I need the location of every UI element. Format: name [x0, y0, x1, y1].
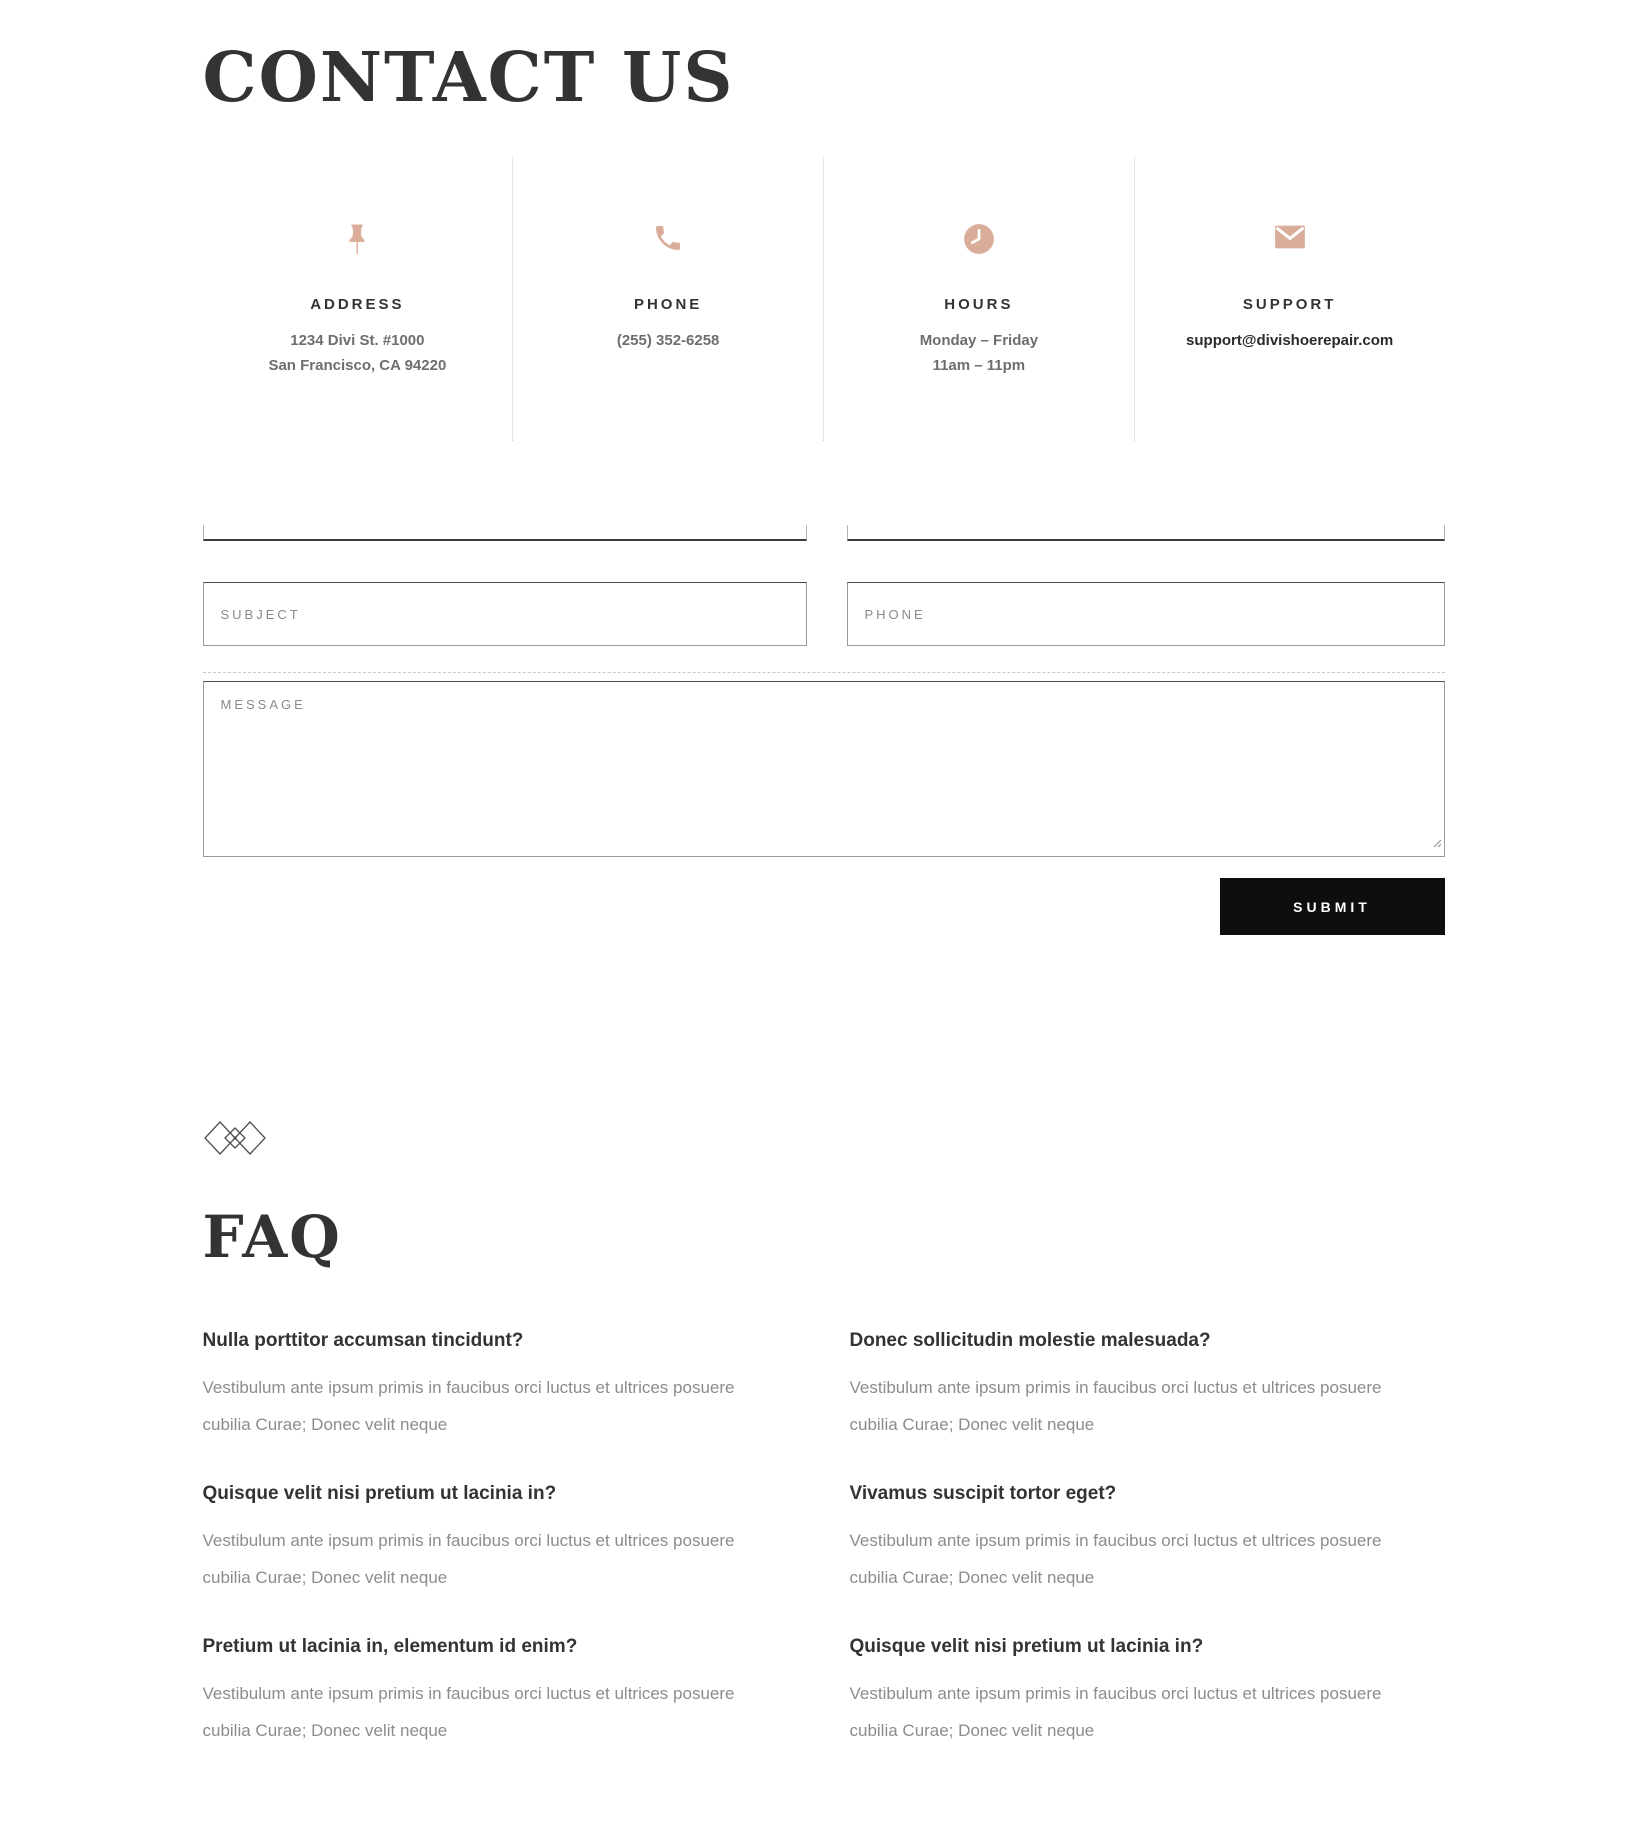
- faq-item: [850, 1330, 1445, 1443]
- clock-icon: [824, 222, 1134, 258]
- info-column-address: [203, 156, 513, 441]
- faq-question: Vivamus suscipit tortor eget?: [849, 1483, 1117, 1504]
- support-email[interactable]: support@divishoerepair.com: [1186, 332, 1394, 349]
- subject-input[interactable]: [203, 582, 807, 646]
- submit-row: [203, 878, 1445, 935]
- faq-question: Pretium ut lacinia in, elementum id enim?: [202, 1636, 578, 1657]
- info-text: (255) 352-6258: [616, 332, 720, 349]
- message-textarea[interactable]: [203, 681, 1445, 857]
- faq-answer: Vestibulum ante ipsum primis in faucibus orci luctus et ultrices posuere cubilia Curae; Donec velit neque: [849, 1684, 1382, 1740]
- faq-answer: Vestibulum ante ipsum primis in faucibus orci luctus et ultrices posuere cubilia Curae; Donec velit neque: [202, 1684, 735, 1740]
- phone-icon: [513, 222, 823, 258]
- email-field-cropped[interactable]: [847, 525, 1445, 541]
- faq-item: [850, 1636, 1445, 1749]
- contact-section: [202, 38, 1445, 935]
- cropped-fields-row: [203, 525, 1445, 541]
- faq-item: [203, 1483, 798, 1596]
- info-column-phone: [512, 156, 823, 441]
- faq-question: Nulla porttitor accumsan tincidunt?: [202, 1330, 524, 1351]
- faq-item: [203, 1330, 798, 1443]
- diamond-logo-icon: [203, 1120, 1445, 1161]
- mail-icon: [1135, 222, 1445, 258]
- info-label: HOURS: [944, 296, 1014, 313]
- info-label: PHONE: [633, 296, 703, 313]
- info-column-support: [1134, 156, 1445, 441]
- faq-answer: Vestibulum ante ipsum primis in faucibus orci luctus et ultrices posuere cubilia Curae; Donec velit neque: [202, 1531, 735, 1587]
- contact-form: [203, 525, 1445, 935]
- info-column-hours: [823, 156, 1134, 441]
- faq-answer: Vestibulum ante ipsum primis in faucibus orci luctus et ultrices posuere cubilia Curae; Donec velit neque: [849, 1378, 1382, 1434]
- dashed-separator: [203, 672, 1445, 673]
- info-text: 1234 Divi St. #1000 San Francisco, CA 94220: [268, 332, 447, 374]
- phone-input[interactable]: [847, 582, 1445, 646]
- contact-info-row: [203, 156, 1445, 441]
- faq-title: FAQ: [202, 1203, 342, 1271]
- faq-question: Quisque velit nisi pretium ut lacinia in?: [202, 1483, 557, 1504]
- faq-question: Quisque velit nisi pretium ut lacinia in?: [849, 1636, 1204, 1657]
- name-field-cropped[interactable]: [203, 525, 807, 541]
- submit-button[interactable]: SUBMIT: [1220, 878, 1445, 935]
- info-label: SUPPORT: [1242, 296, 1337, 313]
- subject-phone-row: [203, 582, 1445, 646]
- faq-item: [203, 1636, 798, 1749]
- faq-answer: Vestibulum ante ipsum primis in faucibus orci luctus et ultrices posuere cubilia Curae; Donec velit neque: [202, 1378, 735, 1434]
- faq-section: [203, 1120, 1445, 1749]
- faq-grid: [203, 1330, 1445, 1749]
- page-title: CONTACT US: [202, 38, 735, 118]
- message-field-wrap: [203, 681, 1445, 857]
- faq-question: Donec sollicitudin molestie malesuada?: [849, 1330, 1211, 1351]
- info-text: Monday – Friday 11am – 11pm: [919, 332, 1039, 374]
- pin-icon: [203, 222, 513, 258]
- info-label: ADDRESS: [310, 296, 405, 313]
- faq-answer: Vestibulum ante ipsum primis in faucibus orci luctus et ultrices posuere cubilia Curae; Donec velit neque: [849, 1531, 1382, 1587]
- faq-item: [850, 1483, 1445, 1596]
- resize-handle-icon[interactable]: [1433, 835, 1442, 853]
